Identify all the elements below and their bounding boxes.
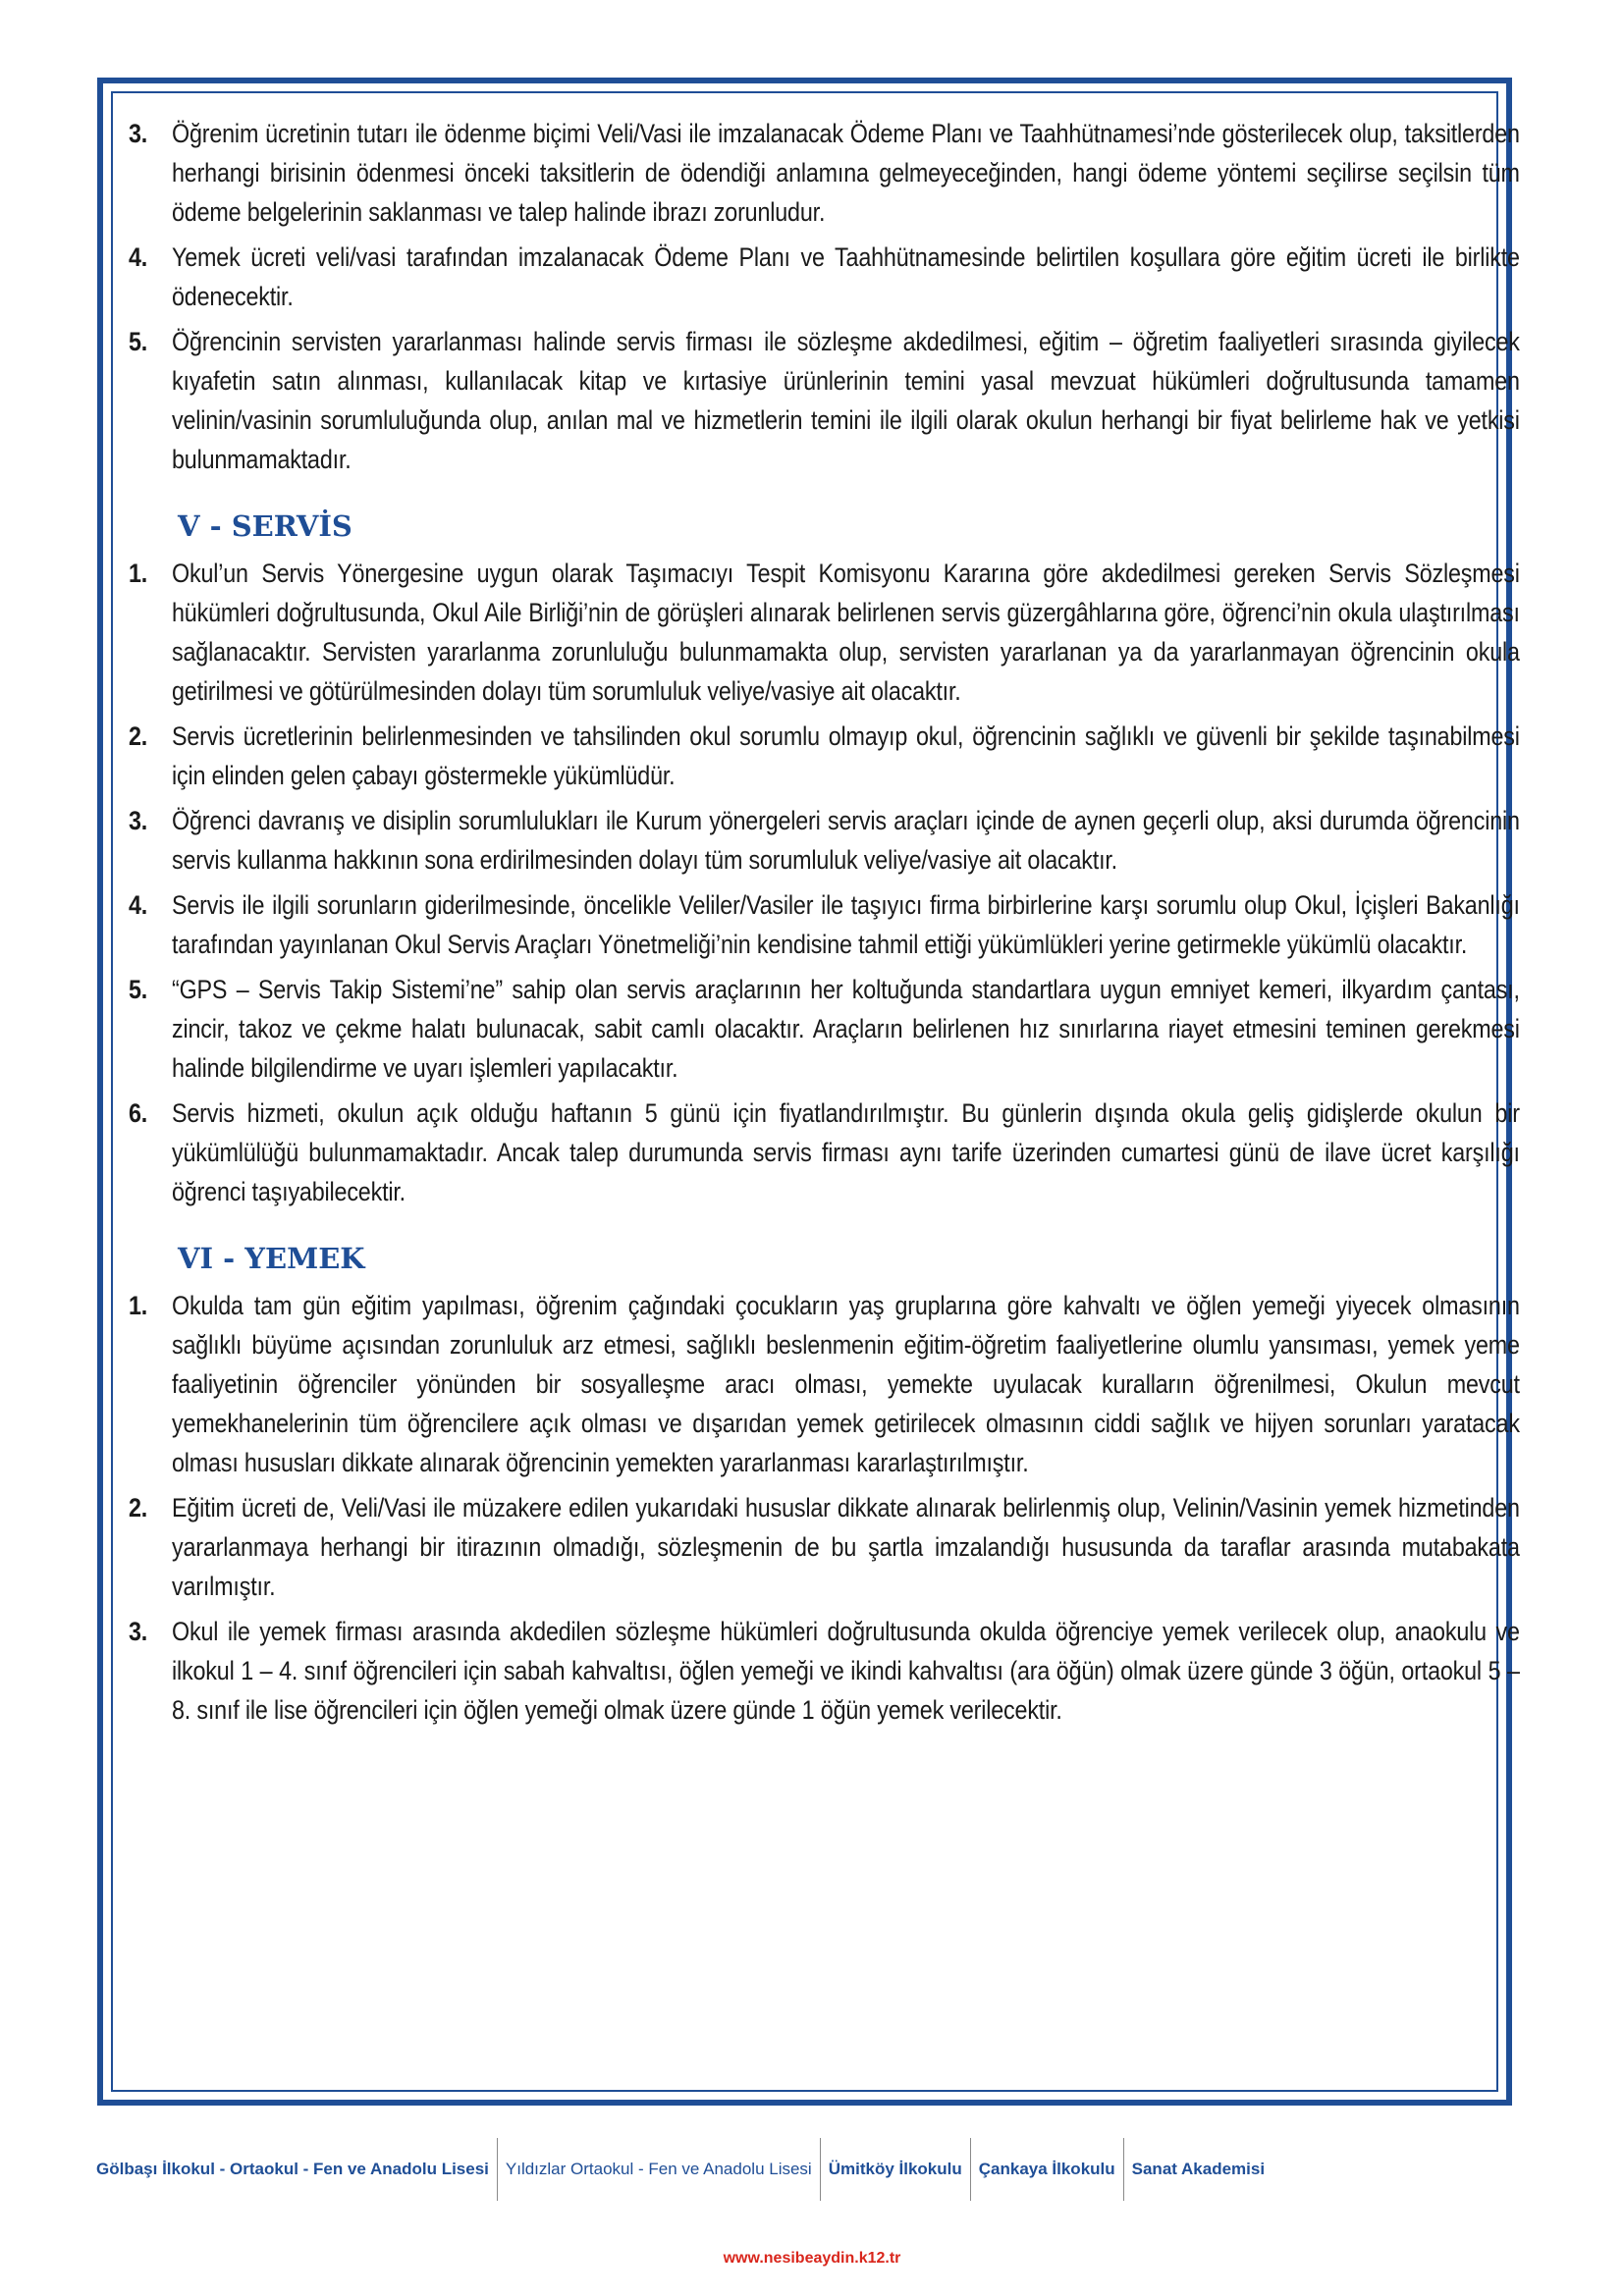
item-text: Servis ile ilgili sorunların giderilmesinde, öncelikle Veliler/Vasiler ile taşıyıcı firma birbirlerine karşı sorumlu olup Okul, İçişleri Bakanlığı tarafından yayınlanan Okul Servis Araçları Yönetmeliği’nin kendisine tahmil ettiği yükümlükleri yerine getirmekle yükümlü olacaktır. <box>172 890 1520 959</box>
intro-list <box>129 114 1520 479</box>
yemek-list <box>129 1286 1520 1730</box>
item-text: Öğrenci davranış ve disiplin sorumlulukları ile Kurum yönergeleri servis araçları içinde de aynen geçerli olup, aksi durumda öğrencinin servis kullanma hakkının sona erdirilmesinden dolayı tüm sorumluluk veliye/vasiye ait olacaktır. <box>172 806 1520 875</box>
item-text: Servis ücretlerinin belirlenmesinden ve tahsilinden okul sorumlu olmayıp okul, öğrencinin sağlıklı ve güvenli bir şekilde taşınabilmesi için elinden gelen çabayı göstermekle yükümlüdür. <box>172 721 1520 790</box>
footer-school: Yıldızlar Ortaokul - Fen ve Anadolu Lisesi <box>505 2160 812 2178</box>
item-text: Okulda tam gün eğitim yapılması, öğrenim çağındaki çocukların yaş gruplarına göre kahvaltı ve öğlen yemeği yiyecek olmasının sağlıklı büyüme açısından zorunluluk arz etmesi, sağlıklı beslenmenin eğitim-öğretim faaliyetlerine olumlu yansıması, yemek yeme faaliyetinin öğrenciler yönünden bir sosyalleşme aracı olması, yemekte uyulacak kuralların öğrenilmesi, Okulun mevcut yemekhanelerinin tüm öğrencilere açık olması ve dışarıdan yemek getirilecek olmasının ciddi sağlık ve hijyen sorunları yaratacak olması hususları dikkate alınarak öğrencinin yemekten yararlanması kararlaştırılmıştır. <box>172 1291 1520 1477</box>
list-item <box>129 322 1520 479</box>
section-title-servis: V - SERVİS <box>178 509 352 543</box>
list-item <box>129 1612 1520 1730</box>
item-number: 5. <box>129 975 148 1004</box>
footer-school: Ümitköy İlkokulu <box>828 2160 962 2178</box>
item-text: Öğrencinin servisten yararlanması halinde servis firması ile sözleşme akdedilmesi, eğitim – öğretim faaliyetleri sırasında giyilecek kıyafetin satın alınması, kullanılacak kitap ve kırtasiye ürünlerinin temini yasal mevzuat hükümleri doğrultusunda tamamen velinin/vasinin sorumluluğunda olup, anılan mal ve hizmetlerin temini ile ilgili olarak okulun herhangi bir fiyat belirleme hak ve yetkisi bulunmamaktadır. <box>172 327 1520 474</box>
footer-school: Sanat Akademisi <box>1131 2160 1266 2178</box>
list-item <box>129 970 1520 1088</box>
item-text: Okul’un Servis Yönergesine uygun olarak Taşımacıyı Tespit Komisyonu Kararına göre akdedilmesi gereken Servis Sözleşmesi hükümleri doğrultusunda, Okul Aile Birliği’nin de görüşleri alınarak belirlenen servis güzergâhlarına göre, öğrenci’nin okula ulaştırılması sağlanacaktır. Servisten yararlanma zorunluluğu bulunmamakta olup, servisten yararlanan ya da yararlanmayan öğrencinin okula getirilmesi ve götürülmesinden dolayı tüm sorumluluk veliye/vasiye ait olacaktır. <box>172 559 1520 706</box>
item-text: “GPS – Servis Takip Sistemi’ne” sahip olan servis araçlarının her koltuğunda standartlara uygun emniyet kemeri, ilkyardım çantası, zincir, takoz ve çekme halatı bulunacak, sabit camlı olacaktır. Araçların belirlenen hız sınırlarına riayet etmesini teminen gerekmesi halinde bilgilendirme ve uyarı işlemleri yapılacaktır. <box>172 975 1520 1083</box>
item-number: 1. <box>129 559 148 588</box>
list-item <box>129 801 1520 880</box>
footer-school: Çankaya İlkokulu <box>978 2160 1115 2178</box>
list-item <box>129 554 1520 711</box>
list-item <box>129 1286 1520 1482</box>
item-number: 4. <box>129 242 148 272</box>
list-item <box>129 717 1520 795</box>
item-number: 6. <box>129 1098 148 1128</box>
list-item <box>129 238 1520 316</box>
footer-school: Gölbaşı İlkokul - Ortaokul - Fen ve Anadolu Lisesi <box>96 2160 489 2178</box>
item-number: 2. <box>129 1493 148 1522</box>
item-number: 3. <box>129 119 148 148</box>
item-number: 4. <box>129 890 148 920</box>
list-item <box>129 885 1520 964</box>
item-text: Servis hizmeti, okulun açık olduğu haftanın 5 günü için fiyatlandırılmıştır. Bu günlerin dışında okula geliş gidişlerde okulun bir yükümlülüğü bulunmamaktadır. Ancak talep durumunda servis firması aynı tarife üzerinden cumartesi günü de ilave ücret karşılığı öğrenci taşıyabilecektir. <box>172 1098 1520 1206</box>
footer-schools <box>88 2138 1542 2201</box>
item-number: 3. <box>129 1617 148 1646</box>
item-text: Eğitim ücreti de, Veli/Vasi ile müzakere edilen yukarıdaki hususlar dikkate alınarak belirlenmiş olup, Velinin/Vasinin yemek hizmetinden yararlanmaya herhangi bir itirazının olmadığı, sözleşmenin de bu şartla imzalandığı hususunda da taraflar arasında mutabakata varılmıştır. <box>172 1493 1520 1601</box>
list-item <box>129 1488 1520 1606</box>
item-number: 3. <box>129 806 148 835</box>
list-item <box>129 114 1520 232</box>
item-text: Okul ile yemek firması arasında akdedilen sözleşme hükümleri doğrultusunda okulda öğrenciye yemek verilecek olup, anaokulu ve ilkokul 1 – 4. sınıf öğrencileri için sabah kahvaltısı, öğlen yemeği ve ikindi kahvaltısı (ara öğün) olmak üzere günde 3 öğün, ortaokul 5 – 8. sınıf ile lise öğrencileri için öğlen yemeği olmak üzere günde 1 öğün yemek verilecektir. <box>172 1617 1520 1725</box>
website-link[interactable]: www.nesibeaydin.k12.tr <box>723 2250 901 2267</box>
section-title-yemek: VI - YEMEK <box>178 1242 365 1275</box>
item-number: 5. <box>129 327 148 356</box>
list-item <box>129 1094 1520 1211</box>
item-text: Öğrenim ücretinin tutarı ile ödenme biçimi Veli/Vasi ile imzalanacak Ödeme Planı ve Taahhütnamesi’nde gösterilecek olup, taksitlerden herhangi birisinin ödenmesi önceki taksitlerin de ödendiği anlamına gelmeyeceğinden, hangi ödeme yöntemi seçilirse seçilsin tüm ödeme belgelerinin saklanması ve talep halinde ibrazı zorunludur. <box>172 119 1520 227</box>
item-number: 1. <box>129 1291 148 1320</box>
item-number: 2. <box>129 721 148 751</box>
item-text: Yemek ücreti veli/vasi tarafından imzalanacak Ödeme Planı ve Taahhütnamesinde belirtilen koşullara göre eğitim ücreti ile birlikte ödenecektir. <box>172 242 1520 311</box>
servis-list <box>129 554 1520 1211</box>
document-body <box>129 114 1520 1735</box>
